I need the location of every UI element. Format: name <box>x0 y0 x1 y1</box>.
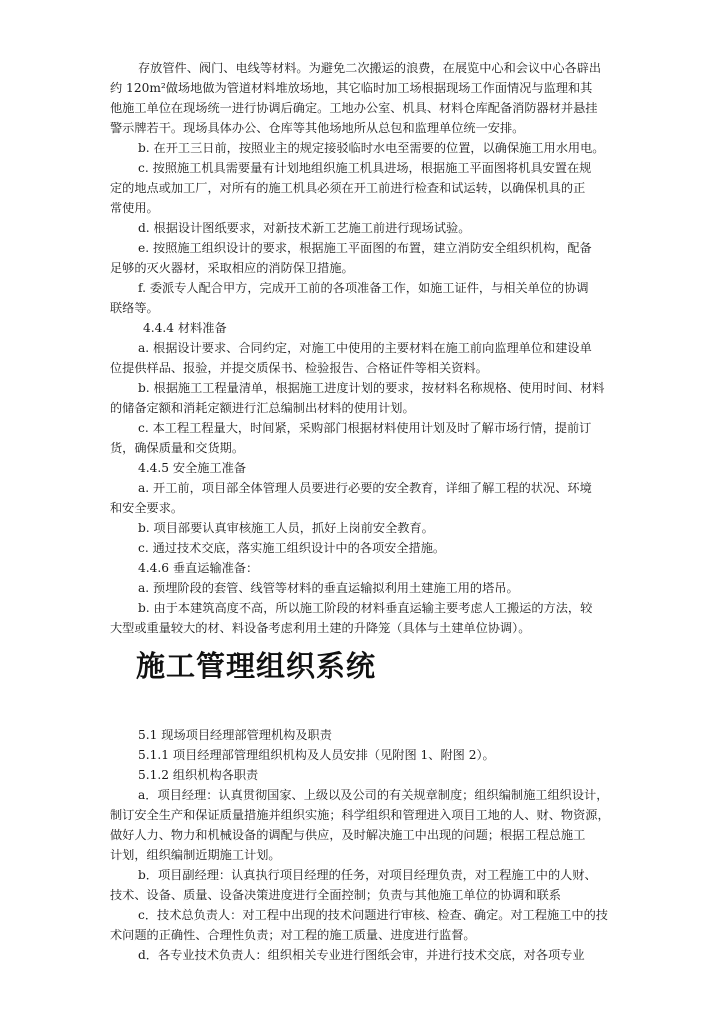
text-line: 警示牌若干。现场具体办公、仓库等其他场地所从总包和监理单位统一安排。 <box>110 121 525 135</box>
section-heading: 5.1 现场项目经理部管理机构及职责 <box>138 728 332 742</box>
text-line: 货，确保质量和交货期。 <box>110 441 245 455</box>
text-line: 大型或重量较大的材、料设备考虑利用土建的升降笼（具体与土建单位协调）。 <box>110 621 531 635</box>
text-line: b. 由于本建筑高度不高，所以施工阶段的材料垂直运输主要考虑人工搬运的方法，较 <box>138 601 593 615</box>
section-heading: 4.4.5 安全施工准备 <box>138 461 247 475</box>
text-line: 制订安全生产和保证质量措施并组织实施；科学组织和管理进入项目工地的人、财、物资源， <box>110 808 610 822</box>
text-line: b. 根据施工工程量清单，根据施工进度计划的要求，按材料名称规格、使用时间、材料 <box>138 381 605 395</box>
text-line: 技术、设备、质量、设备决策进度进行全面控制；负责与其他施工单位的协调和联系 <box>110 888 561 902</box>
text-line: 联络等。 <box>110 301 159 315</box>
text-line: 做好人力、物力和机械设备的调配与供应，及时解决施工中出现的问题；根据工程总施工 <box>110 828 586 842</box>
text-line: c．技术总负责人：对工程中出现的技术问题进行审核、检查、确定。对工程施工中的技 <box>138 908 608 922</box>
text-line: 和安全要求。 <box>110 501 184 515</box>
text-line: c. 通过技术交底，落实施工组织设计中的各项安全措施。 <box>138 541 446 555</box>
text-line: 足够的灭火器材，采取相应的消防保卫措施。 <box>110 261 354 275</box>
text-line: 存放管件、阀门、电线等材料。为避免二次搬运的浪费，在展览中心和会议中心各辟出 <box>138 61 602 75</box>
text-line: d. 根据设计图纸要求，对新技术新工艺施工前进行现场试验。 <box>138 221 471 235</box>
text-line: 术问题的正确性、合理性负责；对工程的施工质量、进度进行监督。 <box>110 928 476 942</box>
text-line: 的储备定额和消耗定额进行汇总编制出材料的使用计划。 <box>110 401 415 415</box>
section-heading: 5.1.2 组织机构各职责 <box>138 768 259 782</box>
text-line: a．项目经理：认真贯彻国家、上级以及公司的有关规章制度；组织编制施工组织设计， <box>138 788 609 802</box>
section-heading: 4.4.6 垂直运输准备： <box>138 561 259 575</box>
text-line: b. 项目部要认真审核施工人员，抓好上岗前安全教育。 <box>138 521 434 535</box>
text-line: e. 按照施工组织设计的要求，根据施工平面图的布置，建立消防安全组织机构，配备 <box>138 241 592 255</box>
text-line: a. 预埋阶段的套管、线管等材料的垂直运输拟利用土建施工用的塔吊。 <box>138 581 519 595</box>
text-line: a. 根据设计要求、合同约定，对施工中使用的主要材料在施工前向监理单位和建设单 <box>138 341 592 355</box>
section-heading: 4.4.4 材料准备 <box>143 321 227 335</box>
text-line: d．各专业技术负责人：组织相关专业进行图纸会审，并进行技术交底，对各项专业 <box>138 948 585 962</box>
text-line: c. 按照施工机具需要量有计划地组织施工机具进场，根据施工平面图将机具安置在规 <box>138 161 592 175</box>
chapter-title: 施工管理组织系统 <box>136 649 377 683</box>
text-line: b. 在开工三日前，按照业主的规定接驳临时水电至需要的位置，以确保施工用水用电。 <box>138 141 605 155</box>
text-line: 约 120m²做场地做为管道材料堆放场地，其它临时加工场根据现场工作面情况与监理和其 <box>110 81 593 95</box>
text-line: 常使用。 <box>110 201 159 215</box>
text-line: a. 开工前，项目部全体管理人员要进行必要的安全教育，详细了解工程的状况、环境 <box>138 481 592 495</box>
text-line: 计划，组织编制近期施工计划。 <box>110 848 281 862</box>
section-heading: 5.1.1 项目经理部管理组织机构及人员安排（见附图 1、附图 2）。 <box>138 748 495 762</box>
text-line: 位提供样品、报验，并提交质保书、检验报告、合格证件等相关资料。 <box>110 361 488 375</box>
text-line: b．项目副经理：认真执行项目经理的任务，对项目经理负责，对工程施工中的人财、 <box>138 868 597 882</box>
text-line: c. 本工程工程量大，时间紧，采购部门根据材料使用计划及时了解市场行情，提前订 <box>138 421 592 435</box>
text-line: 定的地点或加工厂，对所有的施工机具必须在开工前进行检查和试运转，以确保机具的正 <box>110 181 586 195</box>
text-line: f. 委派专人配合甲方，完成开工前的各项准备工作，如施工证件，与相关单位的协调 <box>138 281 589 295</box>
text-line: 他施工单位在现场统一进行协调后确定。工地办公室、机具、材料仓库配备消防器材并悬挂 <box>110 101 598 115</box>
